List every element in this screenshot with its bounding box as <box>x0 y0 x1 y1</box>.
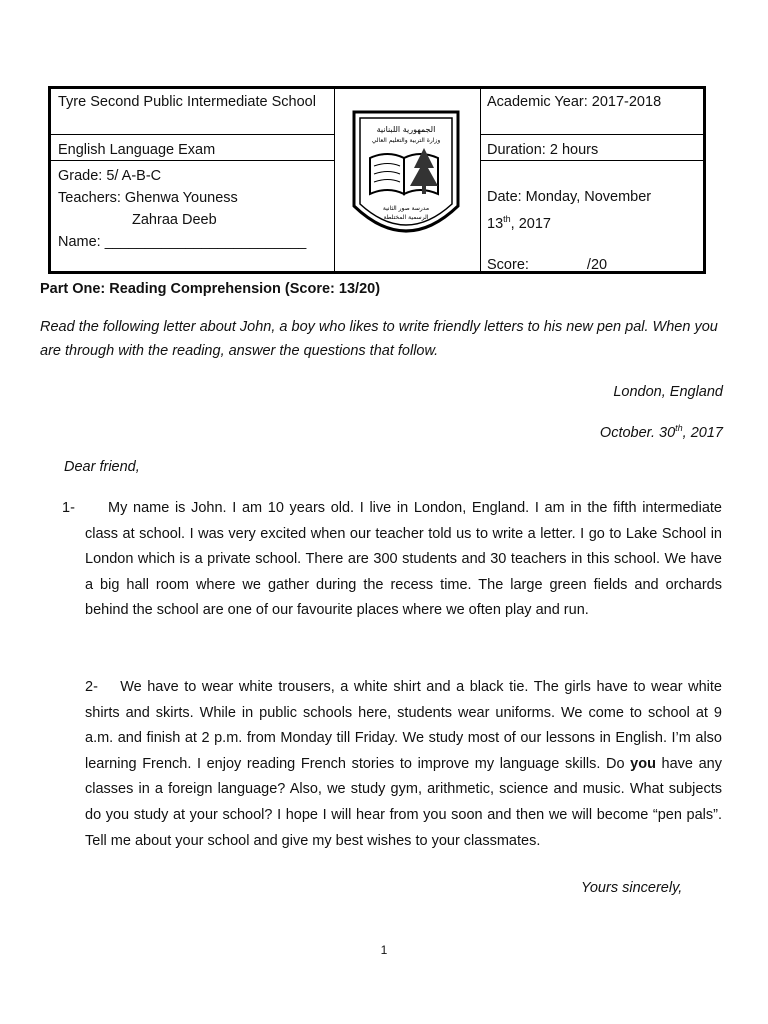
crest-text-top: الجمهورية اللبنانية <box>376 125 436 134</box>
letter-place: London, England <box>613 384 723 400</box>
crest-text-mid: وزارة التربية والتعليم العالي <box>371 137 441 144</box>
row-divider <box>51 134 334 135</box>
paragraph-number: 2- <box>85 679 98 695</box>
exam-title: English Language Exam <box>58 142 216 158</box>
school-name: Tyre Second Public Intermediate School <box>58 94 316 110</box>
column-divider <box>480 89 481 271</box>
date-day: 13 <box>487 215 504 232</box>
paragraph-2-part-b: have any classes in a foreign language? Also, we study gym, arithmetic, science and music. What subjects do you study at your school? I hope I will hear from you soon and then we will become “pen pals”. Tell me about your school and give my best wishes to your classmates. <box>85 755 722 849</box>
paragraph-2-part-a: We have to wear white trousers, a white shirt and a black tie. The girls have to wear white shirts and skirts. While in public schools here, students wear uniforms. We come to school at 9 a.m. and finish at 2 p.m. from Monday till Friday. We study most of our lessons in English. I’m also learning French. I enjoy reading French stories to improve my language skills. Do <box>85 679 722 772</box>
exam-date <box>480 184 705 237</box>
row-divider <box>480 134 703 135</box>
letter-greeting: Dear friend, <box>64 459 140 475</box>
crest-text-bottom-2: الرسمية المختلطة <box>383 214 429 221</box>
crest-text-bottom-1: مدرسة صور الثانية <box>382 205 430 212</box>
academic-year: Academic Year: 2017-2018 <box>487 94 662 110</box>
date-year: , 2017 <box>510 215 551 232</box>
instructions: Read the following letter about John, a boy who likes to write friendly letters to his new pen pal. When you are through with the reading, answer the questions that follow. <box>40 319 718 359</box>
name-field: Name: _________________________ <box>58 234 307 250</box>
emphasis-word: you <box>630 755 656 772</box>
letter-paragraph-2 <box>85 675 722 854</box>
duration: Duration: 2 hours <box>487 142 599 158</box>
page-number: 1 <box>380 943 388 957</box>
letter-paragraph-1: My name is John. I am 10 years old. I live in London, England. I am in the fifth intermediate class at school. I was very excited when our teacher told us to write a letter. I go to Lake School in London which is a private school. There are 300 students and 30 teachers in this school. We have a big hall room where we gather during the recess time. The large green fields and orchards behind the school are one of our favourite places where we often play and run. <box>85 500 722 619</box>
letter-closing: Yours sincerely, <box>581 880 683 896</box>
date-line-1: Date: Monday, November <box>487 189 652 205</box>
letter-date-suffix: th <box>675 423 683 433</box>
score-field <box>480 252 705 278</box>
date-suffix: th <box>503 214 511 224</box>
paragraph-number: 1- <box>62 500 75 516</box>
date-line-2 <box>487 208 698 235</box>
grade-line: Grade: 5/ A-B-C <box>58 168 162 184</box>
teachers-line: Teachers: Ghenwa Youness <box>58 190 238 206</box>
score-total: /20 <box>586 257 608 273</box>
letter-date-year: , 2017 <box>682 424 723 441</box>
letter-date-main: October. 30 <box>599 424 676 441</box>
grade-info <box>51 163 334 255</box>
school-crest-logo <box>348 106 464 252</box>
letter-date <box>600 423 723 441</box>
part-title: Part One: Reading Comprehension (Score: 13/20) <box>40 281 381 297</box>
teacher-second: Zahraa Deeb <box>132 212 217 228</box>
column-divider <box>334 89 335 271</box>
score-label: Score: <box>487 257 529 273</box>
exam-header-table <box>48 86 706 274</box>
